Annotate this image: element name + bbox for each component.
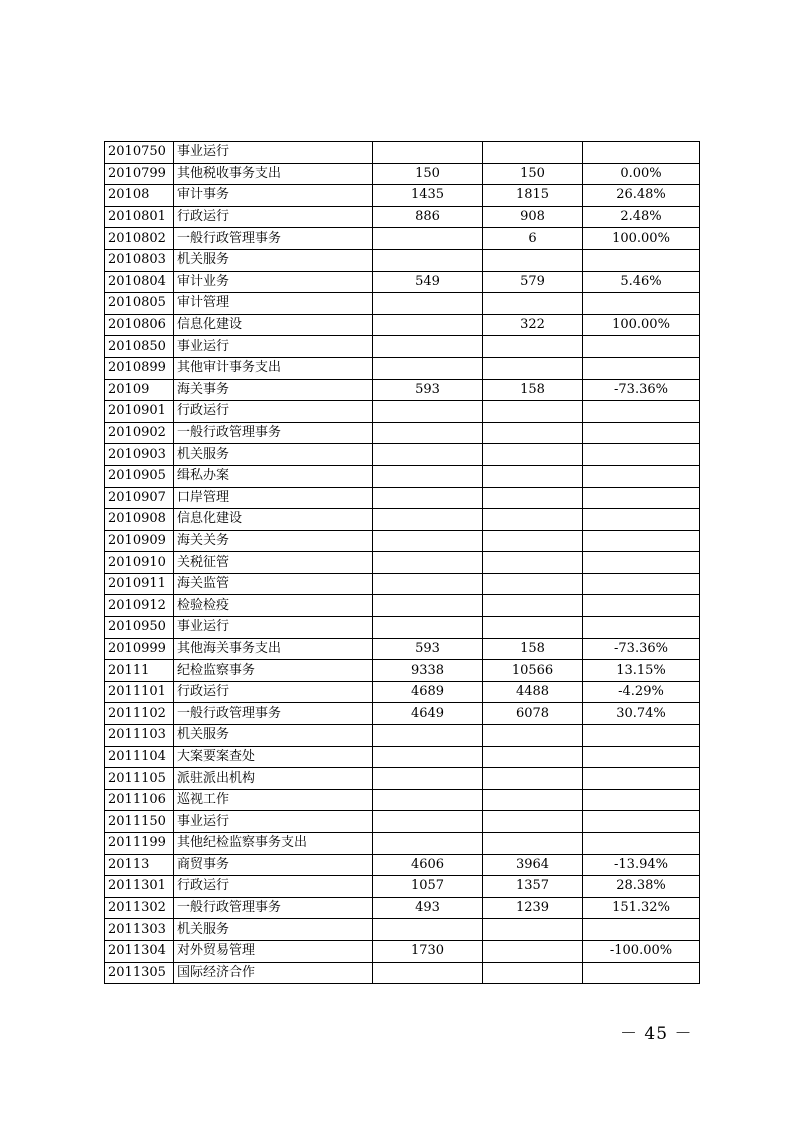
code-cell: 2010905 [105, 465, 174, 487]
value1-cell: 4606 [373, 854, 483, 876]
name-cell: 审计管理 [174, 293, 373, 315]
value1-cell [373, 357, 483, 379]
value1-cell [373, 919, 483, 941]
name-cell: 缉私办案 [174, 465, 373, 487]
name-cell: 机关服务 [174, 444, 373, 466]
value2-cell: 1357 [483, 876, 583, 898]
name-cell: 一般行政管理事务 [174, 897, 373, 919]
table-body [105, 142, 700, 984]
value2-cell: 6 [483, 228, 583, 250]
table-row [105, 401, 700, 423]
code-cell: 2010908 [105, 509, 174, 531]
table-row [105, 228, 700, 250]
name-cell: 巡视工作 [174, 789, 373, 811]
change-cell [583, 422, 700, 444]
table-row [105, 811, 700, 833]
change-cell [583, 617, 700, 639]
value2-cell [483, 487, 583, 509]
value1-cell [373, 811, 483, 833]
change-cell [583, 530, 700, 552]
value2-cell [483, 142, 583, 164]
name-cell: 信息化建设 [174, 314, 373, 336]
table-row [105, 379, 700, 401]
code-cell: 2010907 [105, 487, 174, 509]
name-cell: 行政运行 [174, 401, 373, 423]
value2-cell [483, 746, 583, 768]
code-cell: 2010802 [105, 228, 174, 250]
change-cell: -4.29% [583, 681, 700, 703]
table-row [105, 163, 700, 185]
value1-cell [373, 228, 483, 250]
code-cell: 2010806 [105, 314, 174, 336]
value2-cell: 3964 [483, 854, 583, 876]
name-cell: 其他海关事务支出 [174, 638, 373, 660]
table-row [105, 962, 700, 984]
change-cell [583, 811, 700, 833]
name-cell: 审计事务 [174, 185, 373, 207]
table-row [105, 336, 700, 358]
change-cell [583, 833, 700, 855]
name-cell: 事业运行 [174, 811, 373, 833]
table-row [105, 422, 700, 444]
value2-cell: 579 [483, 271, 583, 293]
table-row [105, 725, 700, 747]
value1-cell [373, 789, 483, 811]
change-cell [583, 725, 700, 747]
code-cell: 2011199 [105, 833, 174, 855]
value2-cell: 4488 [483, 681, 583, 703]
change-cell [583, 746, 700, 768]
change-cell: 26.48% [583, 185, 700, 207]
name-cell: 一般行政管理事务 [174, 228, 373, 250]
value1-cell [373, 444, 483, 466]
value1-cell [373, 962, 483, 984]
table-row [105, 185, 700, 207]
name-cell: 国际经济合作 [174, 962, 373, 984]
value1-cell: 493 [373, 897, 483, 919]
change-cell [583, 919, 700, 941]
value2-cell [483, 940, 583, 962]
value1-cell [373, 617, 483, 639]
table-row [105, 357, 700, 379]
name-cell: 一般行政管理事务 [174, 703, 373, 725]
name-cell: 事业运行 [174, 142, 373, 164]
name-cell: 机关服务 [174, 249, 373, 271]
code-cell: 2011305 [105, 962, 174, 984]
name-cell: 海关事务 [174, 379, 373, 401]
change-cell: 2.48% [583, 206, 700, 228]
code-cell: 2010903 [105, 444, 174, 466]
change-cell [583, 768, 700, 790]
value2-cell: 6078 [483, 703, 583, 725]
change-cell: 100.00% [583, 228, 700, 250]
value2-cell [483, 465, 583, 487]
code-cell: 2010912 [105, 595, 174, 617]
code-cell: 2010902 [105, 422, 174, 444]
value2-cell [483, 293, 583, 315]
change-cell: 13.15% [583, 660, 700, 682]
name-cell: 海关监管 [174, 573, 373, 595]
table-row [105, 768, 700, 790]
value2-cell: 150 [483, 163, 583, 185]
table-row [105, 940, 700, 962]
table-row [105, 854, 700, 876]
code-cell: 2011106 [105, 789, 174, 811]
value1-cell: 1435 [373, 185, 483, 207]
name-cell: 事业运行 [174, 336, 373, 358]
change-cell [583, 509, 700, 531]
table-row [105, 638, 700, 660]
change-cell: 5.46% [583, 271, 700, 293]
table-row [105, 206, 700, 228]
name-cell: 纪检监察事务 [174, 660, 373, 682]
change-cell [583, 401, 700, 423]
value2-cell: 908 [483, 206, 583, 228]
code-cell: 2011302 [105, 897, 174, 919]
budget-table [104, 141, 700, 984]
value2-cell [483, 768, 583, 790]
value2-cell: 322 [483, 314, 583, 336]
value1-cell [373, 465, 483, 487]
value1-cell [373, 509, 483, 531]
change-cell [583, 336, 700, 358]
table-row [105, 314, 700, 336]
change-cell [583, 487, 700, 509]
value1-cell [373, 530, 483, 552]
code-cell: 2011303 [105, 919, 174, 941]
value1-cell [373, 552, 483, 574]
change-cell [583, 573, 700, 595]
value2-cell: 1815 [483, 185, 583, 207]
value1-cell: 1057 [373, 876, 483, 898]
name-cell: 机关服务 [174, 725, 373, 747]
code-cell: 2010804 [105, 271, 174, 293]
table-row [105, 249, 700, 271]
value1-cell: 886 [373, 206, 483, 228]
code-cell: 2010803 [105, 249, 174, 271]
name-cell: 口岸管理 [174, 487, 373, 509]
name-cell: 其他税收事务支出 [174, 163, 373, 185]
name-cell: 对外贸易管理 [174, 940, 373, 962]
change-cell [583, 595, 700, 617]
name-cell: 其他审计事务支出 [174, 357, 373, 379]
value1-cell: 150 [373, 163, 483, 185]
name-cell: 商贸事务 [174, 854, 373, 876]
name-cell: 审计业务 [174, 271, 373, 293]
code-cell: 2010910 [105, 552, 174, 574]
table-row [105, 897, 700, 919]
value1-cell: 4689 [373, 681, 483, 703]
change-cell: -100.00% [583, 940, 700, 962]
code-cell: 2011301 [105, 876, 174, 898]
code-cell: 20111 [105, 660, 174, 682]
value2-cell [483, 401, 583, 423]
table-row [105, 595, 700, 617]
table-row [105, 876, 700, 898]
table-row [105, 271, 700, 293]
value1-cell [373, 746, 483, 768]
table-row [105, 746, 700, 768]
code-cell: 2011103 [105, 725, 174, 747]
name-cell: 信息化建设 [174, 509, 373, 531]
value2-cell [483, 336, 583, 358]
code-cell: 2010801 [105, 206, 174, 228]
value1-cell [373, 833, 483, 855]
value2-cell [483, 833, 583, 855]
table-row [105, 660, 700, 682]
value2-cell: 1239 [483, 897, 583, 919]
value1-cell [373, 573, 483, 595]
value2-cell [483, 725, 583, 747]
code-cell: 2010799 [105, 163, 174, 185]
table-row [105, 293, 700, 315]
code-cell: 20109 [105, 379, 174, 401]
table-row [105, 530, 700, 552]
value1-cell: 4649 [373, 703, 483, 725]
code-cell: 2010999 [105, 638, 174, 660]
code-cell: 2010850 [105, 336, 174, 358]
change-cell [583, 142, 700, 164]
value2-cell [483, 962, 583, 984]
name-cell: 行政运行 [174, 681, 373, 703]
value1-cell [373, 142, 483, 164]
change-cell [583, 789, 700, 811]
table-row [105, 465, 700, 487]
value1-cell [373, 487, 483, 509]
value1-cell [373, 401, 483, 423]
table-row [105, 509, 700, 531]
value1-cell [373, 595, 483, 617]
code-cell: 2011150 [105, 811, 174, 833]
value2-cell: 10566 [483, 660, 583, 682]
code-cell: 2011304 [105, 940, 174, 962]
code-cell: 2010805 [105, 293, 174, 315]
code-cell: 2011105 [105, 768, 174, 790]
code-cell: 2010899 [105, 357, 174, 379]
value1-cell [373, 249, 483, 271]
table-row [105, 617, 700, 639]
value2-cell [483, 789, 583, 811]
change-cell [583, 249, 700, 271]
value2-cell [483, 919, 583, 941]
change-cell [583, 357, 700, 379]
value2-cell [483, 617, 583, 639]
change-cell [583, 444, 700, 466]
code-cell: 2011104 [105, 746, 174, 768]
value2-cell [483, 552, 583, 574]
value2-cell [483, 530, 583, 552]
name-cell: 大案要案查处 [174, 746, 373, 768]
value1-cell: 593 [373, 379, 483, 401]
code-cell: 2010750 [105, 142, 174, 164]
value2-cell [483, 357, 583, 379]
value1-cell: 9338 [373, 660, 483, 682]
table-row [105, 919, 700, 941]
code-cell: 2010909 [105, 530, 174, 552]
change-cell: 151.32% [583, 897, 700, 919]
change-cell: -13.94% [583, 854, 700, 876]
value1-cell: 549 [373, 271, 483, 293]
value1-cell [373, 725, 483, 747]
change-cell [583, 552, 700, 574]
change-cell: 28.38% [583, 876, 700, 898]
value1-cell [373, 422, 483, 444]
table-row [105, 487, 700, 509]
code-cell: 20113 [105, 854, 174, 876]
value1-cell: 593 [373, 638, 483, 660]
value2-cell [483, 249, 583, 271]
value2-cell [483, 509, 583, 531]
name-cell: 海关关务 [174, 530, 373, 552]
value1-cell [373, 768, 483, 790]
change-cell: 0.00% [583, 163, 700, 185]
change-cell: -73.36% [583, 638, 700, 660]
table-row [105, 789, 700, 811]
value2-cell: 158 [483, 379, 583, 401]
name-cell: 其他纪检监察事务支出 [174, 833, 373, 855]
change-cell: -73.36% [583, 379, 700, 401]
change-cell: 100.00% [583, 314, 700, 336]
name-cell: 关税征管 [174, 552, 373, 574]
table-row [105, 703, 700, 725]
code-cell: 2010911 [105, 573, 174, 595]
table-row [105, 833, 700, 855]
name-cell: 一般行政管理事务 [174, 422, 373, 444]
name-cell: 行政运行 [174, 876, 373, 898]
table-row [105, 573, 700, 595]
name-cell: 行政运行 [174, 206, 373, 228]
table-row [105, 142, 700, 164]
code-cell: 2010901 [105, 401, 174, 423]
value2-cell [483, 595, 583, 617]
value1-cell [373, 336, 483, 358]
value2-cell: 158 [483, 638, 583, 660]
value2-cell [483, 444, 583, 466]
table-row [105, 552, 700, 574]
table-row [105, 444, 700, 466]
code-cell: 20108 [105, 185, 174, 207]
value2-cell [483, 811, 583, 833]
code-cell: 2011101 [105, 681, 174, 703]
change-cell: 30.74% [583, 703, 700, 725]
name-cell: 派驻派出机构 [174, 768, 373, 790]
value1-cell: 1730 [373, 940, 483, 962]
change-cell [583, 962, 700, 984]
value1-cell [373, 293, 483, 315]
name-cell: 检验检疫 [174, 595, 373, 617]
name-cell: 事业运行 [174, 617, 373, 639]
change-cell [583, 465, 700, 487]
code-cell: 2010950 [105, 617, 174, 639]
table-row [105, 681, 700, 703]
name-cell: 机关服务 [174, 919, 373, 941]
value2-cell [483, 573, 583, 595]
value1-cell [373, 314, 483, 336]
page-number: － 45 － [620, 1024, 693, 1044]
code-cell: 2011102 [105, 703, 174, 725]
value2-cell [483, 422, 583, 444]
change-cell [583, 293, 700, 315]
